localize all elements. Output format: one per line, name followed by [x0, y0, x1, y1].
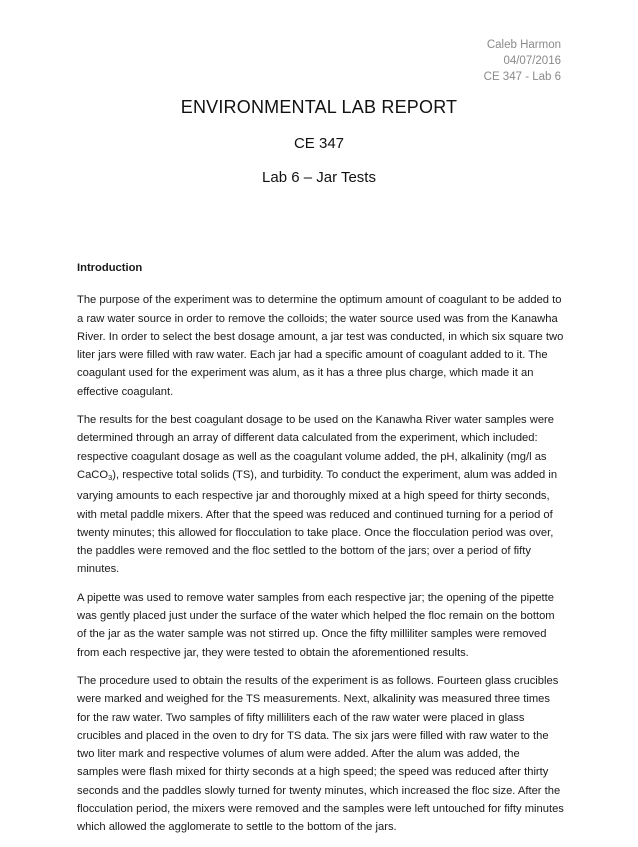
course-number: CE 347 — [293, 135, 345, 152]
paragraph-results-text-b: ), respective total solids (TS), and turbidity. To conduct the experiment, alum was added in varying amounts to each respective jar and thoroughly mixed at a high speed for thirty seconds, with metal paddle mixers. After that the speed was reduced and continued turning for a period of twenty minutes; this allowed for flocculation to take place. Once the flocculation period was over, the paddles were removed and the floc settled to the bottom of the jars; over a period of fifty minutes. — [77, 468, 558, 576]
report-title: ENVIRONMENTAL LAB REPORT — [180, 97, 458, 117]
paragraph-results-text-a: The results for the best coagulant dosage to be used on the Kanawha River water samples were determined through an array of different data calculated from the experiment, which included: respective coagulant dosage as well as the coagulant volume added, the pH, alkalinity (mg/l as CaCO — [77, 414, 554, 481]
paragraph-results — [77, 411, 564, 579]
title-block — [0, 96, 638, 188]
caco3-subscript: 3 — [108, 472, 113, 482]
report-date: 04/07/2016 — [503, 55, 561, 67]
paragraph-pipette: A pipette was used to remove water samples from each respective jar; the opening of the pipette was gently placed just under the surface of the water which helped the floc remain on the bottom of the jar as the water sample was not stirred up. Once the fifty milliliter samples were removed from each respective jar, they were tested to obtain the aforementioned results. — [77, 591, 555, 659]
section-heading: Introduction — [77, 262, 143, 274]
report-header — [484, 37, 561, 85]
course-lab-label: CE 347 - Lab 6 — [483, 71, 561, 83]
author-name: Caleb Harmon — [486, 39, 561, 51]
lab-title: Lab 6 – Jar Tests — [262, 169, 376, 186]
introduction-section — [77, 259, 564, 847]
paragraph-purpose: The purpose of the experiment was to determine the optimum amount of coagulant to be added to a raw water source in order to remove the colloids; the water source used was from the Kanawha River. In order to select the best dosage amount, a jar test was conducted, in which six square two liter jars were filled with raw water. Each jar had a specific amount of coagulant added to it. The coagulant used for the experiment was alum, as it has a three plus charge, which made it an effective coagulant. — [77, 294, 564, 398]
paragraph-procedure: The procedure used to obtain the results of the experiment is as follows. Fourteen glass crucibles were marked and weighed for the TS measurements. Next, alkalinity was measured three times for the raw water. Two samples of fifty milliliters each of the raw water were placed in glass crucibles and placed in the oven to dry for TS data. The six jars were filled with raw water to the two liter mark and respective volumes of alum were added. After the alum was added, the samples were flash mixed for thirty seconds at a high speed; the speed was reduced after thirty seconds and the paddles slowly turned for twenty minutes, which increased the floc size. After the flocculation period, the mixers were removed and the samples were left untouched for fifty minutes which allowed the agglomerate to settle to the bottom of the jars. — [77, 674, 564, 834]
